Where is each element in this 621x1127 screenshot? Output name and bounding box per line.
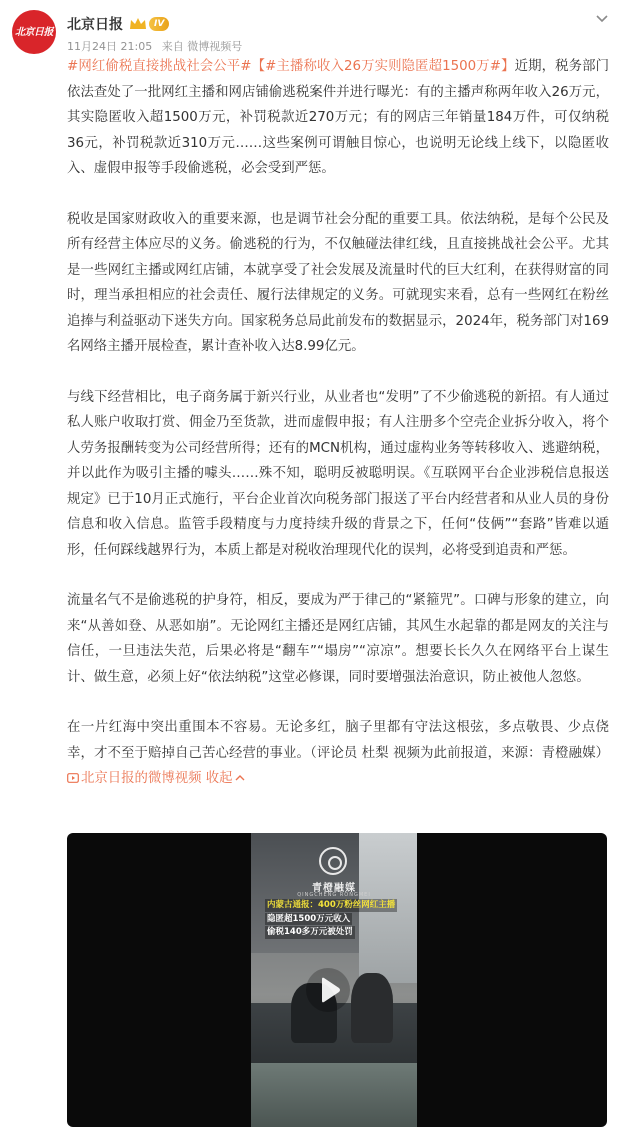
video-player[interactable]	[67, 833, 607, 1127]
avatar[interactable]: 北京日报	[12, 10, 56, 54]
post-header	[12, 10, 609, 58]
post-content	[67, 54, 609, 817]
caption-line: 偷税140多万元被处罚	[267, 927, 353, 937]
paragraph-3: 与线下经营相比，电子商务属于新兴行业，从业者也“发明”了不少偷逃税的新招。有人通过私人账户收取打赏、佣金乃至货款，进而虚假申报；有人注册多个空壳企业拆分收入，将个人劳务报酬转变为公司经营所得；还有的MCN机构，通过虚构业务等转移收入、逃避纳税，并以此作为吸引主播的噱头……殊不知，聪明反被聪明误。《互联网平台企业涉税信息报送规定》已于10月正式施行，平台企业首次向税务部门报送了平台内经营者和从业人员的身份信息和收入信息。监管手段精度与力度持续升级的背景之下，任何“伎俩”“套路”皆难以遁形，任何踩线越界行为，本质上都是对税收治理现代化的误判，必将受到追责和严惩。	[67, 389, 609, 558]
level-badge: IV	[149, 17, 169, 31]
paragraph-4: 流量名气不是偷逃税的护身符，相反，要成为严于律己的“紧箍咒”。口碑与形象的建立，向来“从善如登、从恶如崩”。无论网红主播还是网红店铺，其风生水起靠的都是网友的关注与信任，一旦违法失范，后果必将是“翻车”“塌房”“凉凉”。想要长长久久在网络平台上谋生计、做生意，必须上好“依法纳税”这堂必修课，同时要增强法治意识，防止被他人忽悠。	[67, 593, 609, 685]
chevron-up-icon	[235, 774, 245, 782]
post-meta	[67, 38, 242, 54]
chevron-down-icon[interactable]	[595, 14, 609, 24]
post-source: 来自 微博视频号	[161, 40, 243, 53]
caption-line: 隐匿超1500万元收入	[267, 913, 351, 924]
video-link-label: 北京日报的微博视频	[81, 771, 202, 786]
caption-line: 内蒙古通报：400万粉丝网红主播	[267, 900, 396, 910]
paragraph-2: 税收是国家财政收入的重要来源，也是调节社会分配的重要工具。依法纳税，是每个公民及所有经营主体应尽的义务。偷逃税的行为，不仅触碰法律红线，且直接挑战社会公平。尤其是一些网红主播或网红店铺，本就享受了社会发展及流量时代的巨大红利，在获得财富的同时，理当承担相应的社会责任、履行法律规定的义务。可就现实来看，总有一些网红在粉丝追捧与利益驱动下迷失方向。国家税务总局此前发布的数据显示，2024年，税务部门对169名网络主播开展检查，累计查补收入达8.99亿元。	[67, 211, 609, 354]
name-row	[67, 14, 169, 34]
paragraph-5	[67, 715, 609, 792]
scene-floor	[251, 1063, 417, 1127]
brand-name: 青橙融媒	[312, 883, 356, 894]
paragraph-1	[67, 54, 609, 182]
hashtag-link[interactable]: 【#主播称收入26万实则隐匿超1500万#】	[251, 59, 515, 74]
play-icon[interactable]	[305, 967, 351, 1013]
brand-logo-icon	[319, 847, 347, 875]
paragraph-text: 在一片红海中突出重围本不容易。无论多红，脑子里都有守法这根弦，多点敬畏、少点侥幸，才不至于赔掉自己苦心经营的事业。（评论员 杜梨 视频为此前报道，来源：青橙融媒）	[67, 720, 609, 761]
post-time[interactable]: 11月24日 21:05	[67, 40, 153, 53]
scene-person	[351, 973, 393, 1043]
crown-icon	[129, 17, 147, 31]
video-icon	[67, 773, 79, 783]
video-caption	[265, 899, 405, 940]
collapse-button[interactable]	[206, 771, 245, 786]
paragraph-text: 近期，税务部门依法查处了一批网红主播和网店铺偷逃税案件并进行曝光：有的主播声称两年收入26万元，其实隐匿收入超1500万元，补罚税款近270万元；有的网店三年销量184万件，可仅纳税36元，补罚税款近310万元……这些案例可谓触目惊心，也说明无论线上线下，以隐匿收入、虚假申报等手段偷逃税，必会受到严惩。	[67, 59, 609, 176]
video-link[interactable]	[67, 771, 202, 786]
brand-subtitle: QINGCHENG RONGMEI	[297, 892, 371, 898]
collapse-label: 收起	[205, 771, 233, 786]
hashtag-link[interactable]: #网红偷税直接挑战社会公平#	[67, 59, 252, 74]
account-name[interactable]: 北京日报	[67, 17, 123, 33]
